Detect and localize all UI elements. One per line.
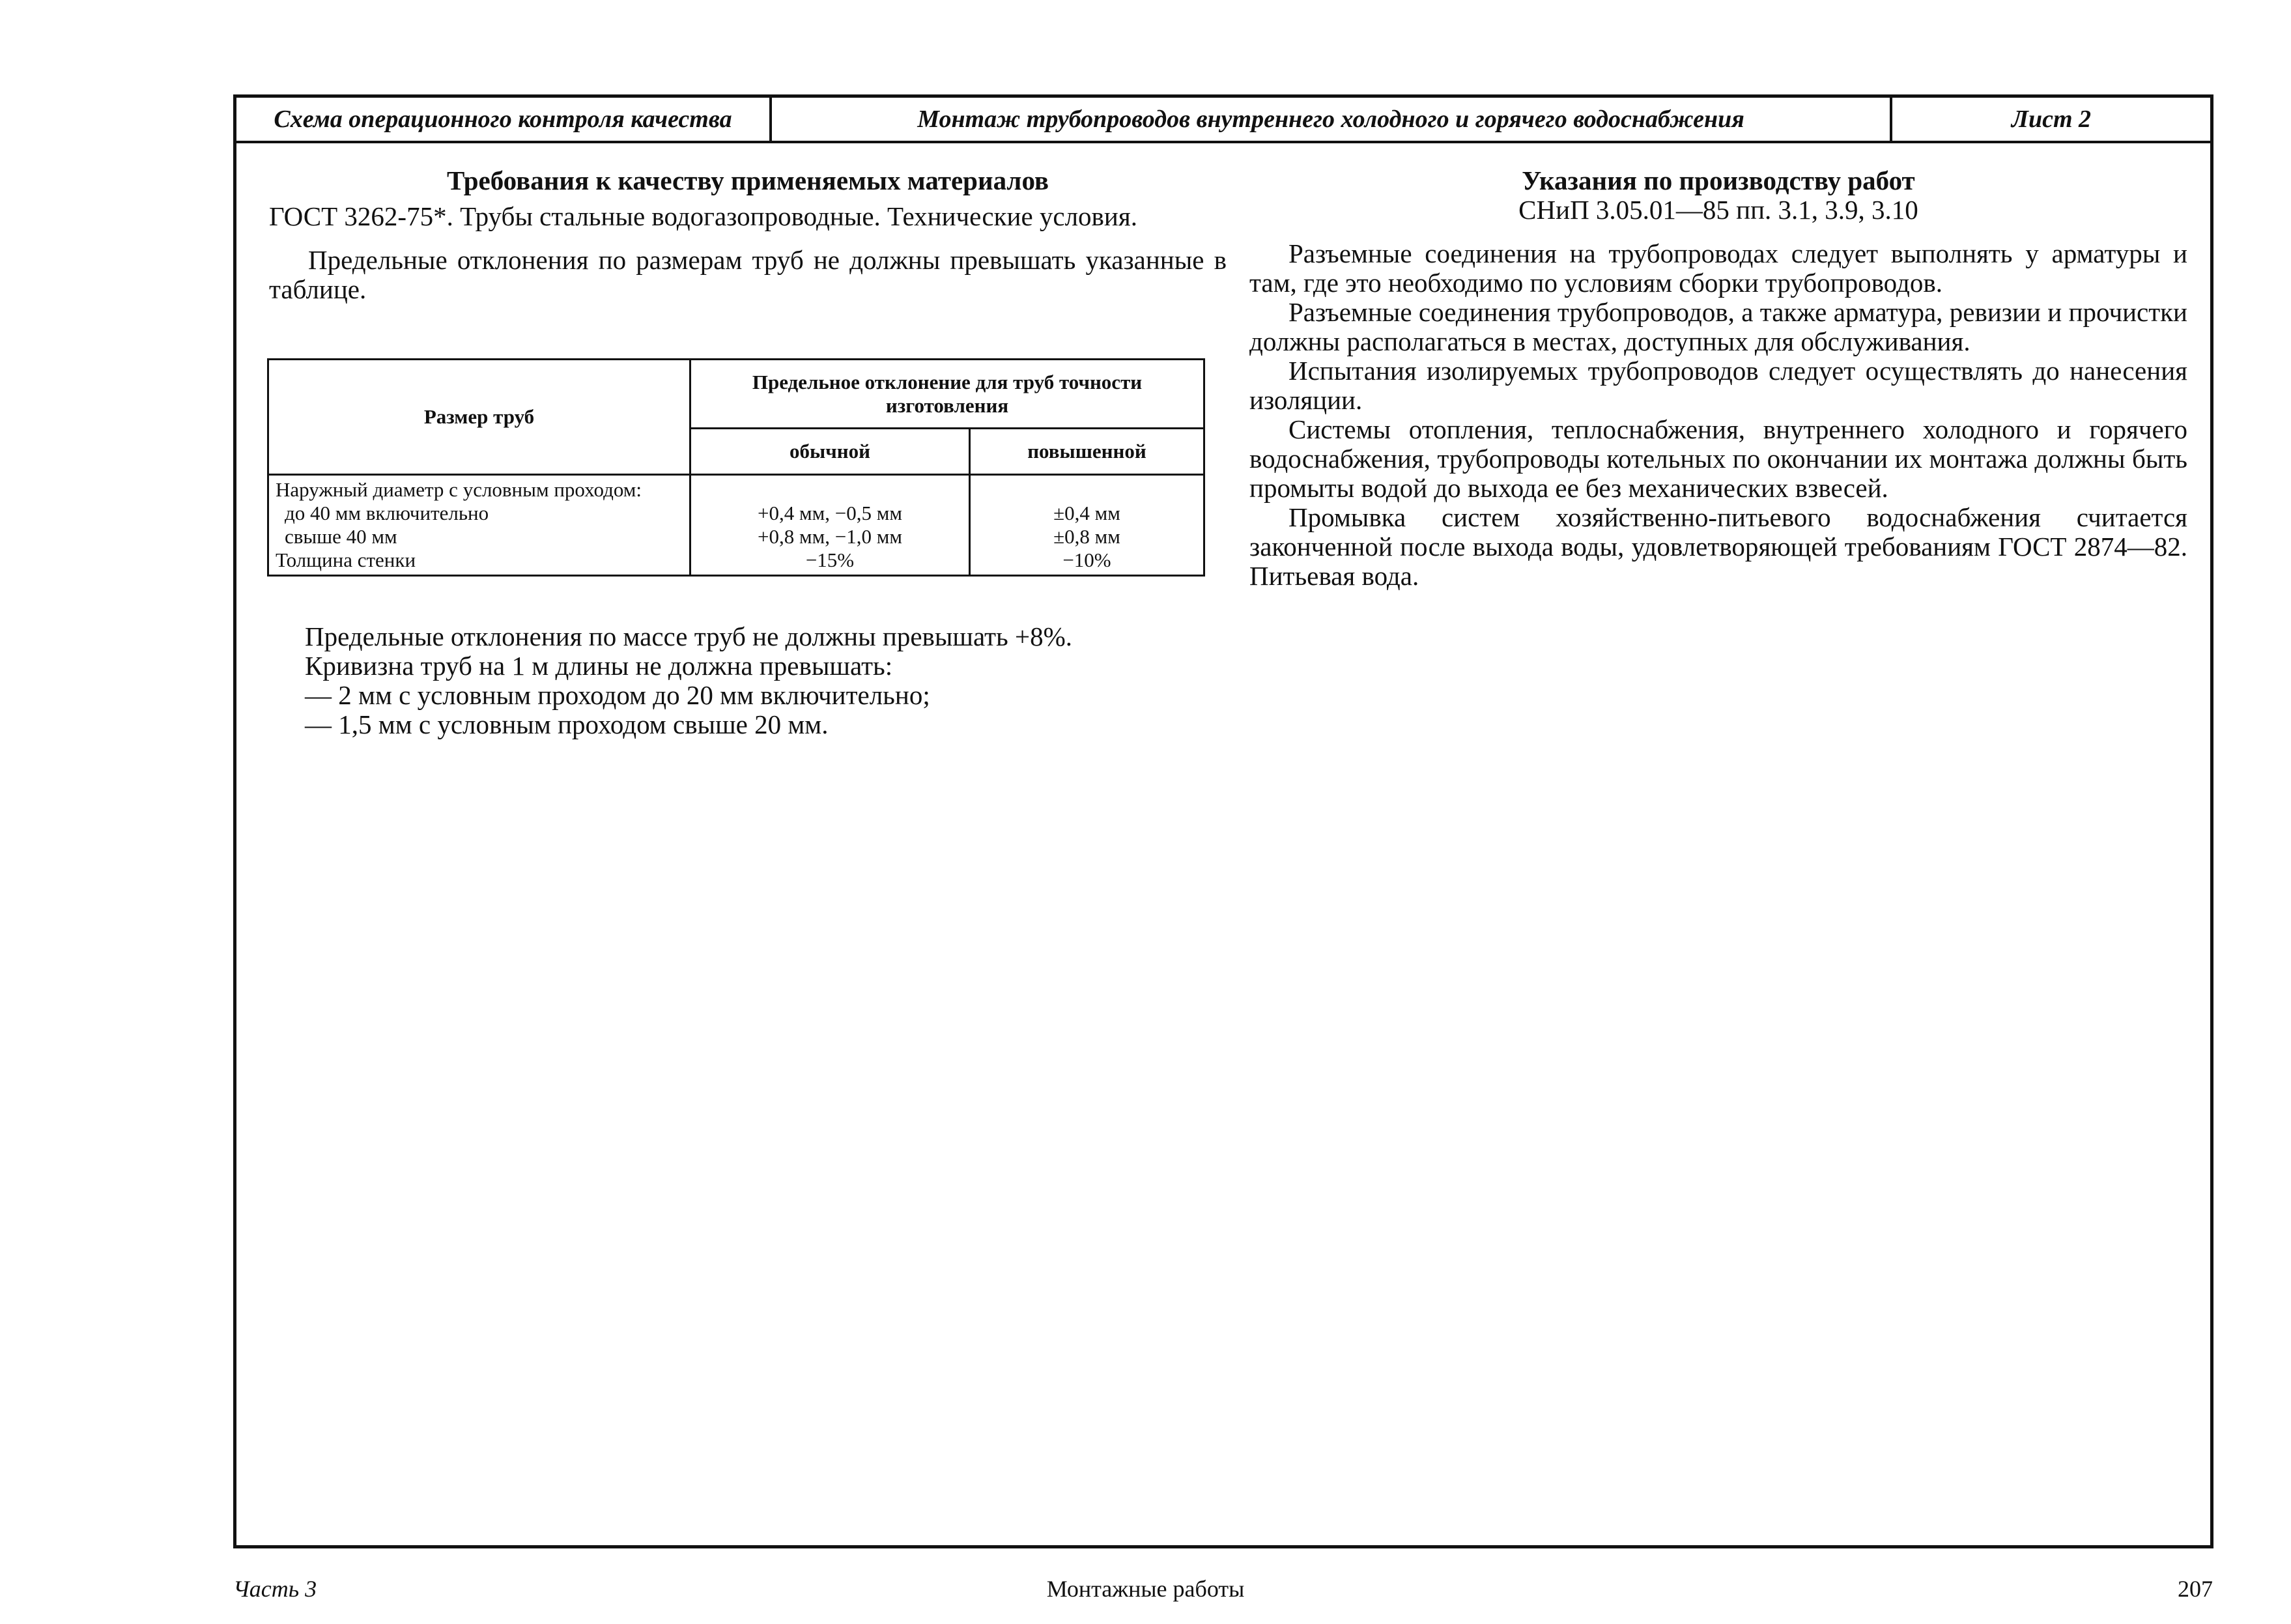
size-line: свыше 40 мм — [285, 525, 397, 548]
high-line: ±0,4 мм — [1053, 502, 1120, 524]
col-header-normal: обычной — [690, 429, 970, 475]
left-column — [269, 166, 1227, 304]
size-line: Толщина стенки — [276, 548, 416, 571]
table-intro: Предельные отклонения по размерам труб не должны превышать указанные в таблице. — [269, 245, 1227, 304]
header-sheet: Лист 2 — [2011, 106, 2092, 133]
paragraph: Разъемные соединения трубопроводов, а также арматура, ревизии и прочистки должны располагаться в местах, доступных для обслуживания. — [1249, 297, 2187, 356]
paragraph: Разъемные соединения на трубопроводах следует выполнять у арматуры и там, где это необходимо по условиям сборки трубопроводов. — [1249, 238, 2187, 298]
page-number: 207 — [2178, 1576, 2213, 1602]
right-column — [1249, 166, 2187, 591]
paragraph: Промывка систем хозяйственно-питьевого водоснабжения считается законченной после выхода воды, удовлетворяющей требованиям ГОСТ 2874—82. Питьевая вода. — [1249, 502, 2187, 591]
left-notes — [305, 622, 1230, 739]
col-header-high: повышенной — [969, 429, 1204, 475]
right-section-subtitle: СНиП 3.05.01—85 пп. 3.1, 3.9, 3.10 — [1518, 195, 1918, 225]
col-header-size: Размер труб — [268, 360, 690, 475]
size-line: до 40 мм включительно — [285, 502, 489, 524]
tolerance-table — [267, 358, 1205, 577]
size-cell — [268, 475, 690, 576]
footer-section: Монтажные работы — [1046, 1576, 1245, 1602]
size-line: Наружный диаметр с условным проходом: — [276, 478, 642, 501]
high-line: −10% — [1062, 548, 1111, 571]
high-cell — [969, 475, 1204, 576]
note-line: — 2 мм с условным проходом до 20 мм включительно; — [305, 680, 930, 710]
note-line: Кривизна труб на 1 м длины не должна превышать: — [305, 651, 893, 681]
header-scheme: Схема операционного контроля качества — [236, 98, 772, 141]
note-line: Предельные отклонения по массе труб не должны превышать +8%. — [305, 621, 1073, 651]
header-row — [236, 98, 2210, 143]
normal-cell — [690, 475, 970, 576]
paragraph: Системы отопления, теплоснабжения, внутреннего холодного и горячего водоснабжения, трубопроводы котельных по окончании их монтажа должны быть промыты водой до выхода ее без механических взвесей. — [1249, 414, 2187, 503]
table-row — [268, 475, 1204, 576]
paragraph: Испытания изолируемых трубопроводов следует осуществлять до нанесения изоляции. — [1249, 356, 2187, 415]
col-header-deviation: Предельное отклонение для труб точности изготовления — [690, 360, 1204, 429]
high-line: ±0,8 мм — [1053, 525, 1120, 548]
normal-line: +0,8 мм, −1,0 мм — [758, 525, 902, 548]
left-section-title: Требования к качеству применяемых материалов — [446, 165, 1049, 195]
normal-line: −15% — [805, 548, 855, 571]
right-section-title: Указания по производству работ — [1522, 165, 1915, 195]
high-line — [977, 478, 1197, 502]
header-title: Монтаж трубопроводов внутреннего холодного и горячего водоснабжения — [772, 98, 1892, 141]
footer-part: Часть 3 — [233, 1576, 317, 1602]
note-line: — 1,5 мм с условным проходом свыше 20 мм. — [305, 709, 829, 739]
gost-reference: ГОСТ 3262-75*. Трубы стальные водогазопроводные. Технические условия. — [269, 201, 1137, 231]
normal-line: +0,4 мм, −0,5 мм — [758, 502, 902, 524]
document-frame — [233, 94, 2213, 1548]
normal-line — [698, 478, 962, 502]
